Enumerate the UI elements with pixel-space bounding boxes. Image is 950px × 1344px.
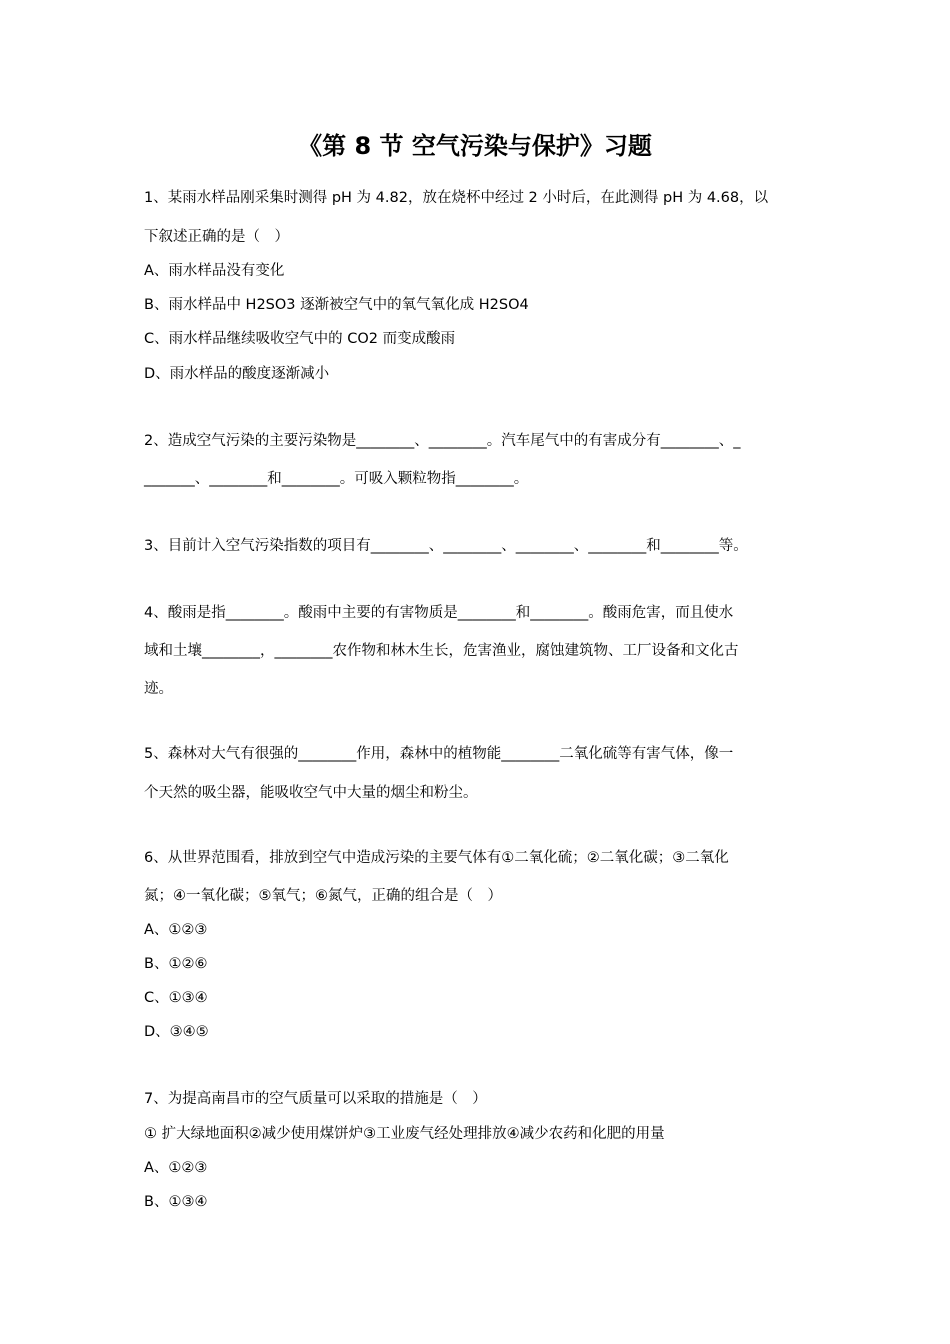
- q4-line2: 域和土壤________，________农作物和林木生长，危害渔业，腐蚀建筑物、工厂设备和文化古: [144, 643, 739, 659]
- q4-line3: 迹。: [144, 681, 173, 697]
- q1-option-b: B、雨水样品中 H2SO3 逐渐被空气中的氧气氧化成 H2SO4: [144, 297, 529, 313]
- q3-line1: 3、目前计入空气污染指数的项目有________、________、________、________和________等。: [144, 538, 748, 554]
- q1-option-d: D、雨水样品的酸度逐渐减小: [144, 366, 330, 382]
- q6-option-c: C、①③④: [144, 990, 208, 1006]
- q1-option-c: C、雨水样品继续吸收空气中的 CO2 而变成酸雨: [144, 331, 456, 347]
- q6-option-d: D、③④⑤: [144, 1024, 209, 1040]
- q6-option-b: B、①②⑥: [144, 956, 208, 972]
- document-title: 《第 8 节 空气污染与保护》习题: [298, 132, 652, 160]
- q5-line2: 个天然的吸尘器，能吸收空气中大量的烟尘和粉尘。: [144, 785, 478, 801]
- q7-measures: ① 扩大绿地面积②减少使用煤饼炉③工业废气经处理排放④减少农药和化肥的用量: [144, 1126, 665, 1142]
- q7-stem: 7、为提高南昌市的空气质量可以采取的措施是（ ）: [144, 1091, 487, 1107]
- q1-option-a: A、雨水样品没有变化: [144, 263, 285, 279]
- q6-stem-line1: 6、从世界范围看，排放到空气中造成污染的主要气体有①二氧化硫；②二氧化碳；③二氧化: [144, 850, 729, 866]
- q2-line2: _______、________和________。可吸入颗粒物指________。: [144, 471, 529, 487]
- q1-stem-line2: 下叙述正确的是（ ）: [144, 229, 289, 245]
- q1-stem-line1: 1、某雨水样品刚采集时测得 pH 为 4.82，放在烧杯中经过 2 小时后，在此测得 pH 为 4.68，以: [144, 190, 769, 206]
- q7-option-b: B、①③④: [144, 1194, 208, 1210]
- q7-option-a: A、①②③: [144, 1160, 208, 1176]
- q4-line1: 4、酸雨是指________。酸雨中主要的有害物质是________和________。酸雨危害，而且使水: [144, 605, 734, 621]
- q2-line1: 2、造成空气污染的主要污染物是________、________。汽车尾气中的有害成分有________、_: [144, 433, 741, 449]
- q5-line1: 5、森林对大气有很强的________作用，森林中的植物能________二氧化硫等有害气体，像一: [144, 746, 734, 762]
- q6-option-a: A、①②③: [144, 922, 208, 938]
- q6-stem-line2: 氮；④一氧化碳；⑤氧气；⑥氮气，正确的组合是（ ）: [144, 888, 502, 904]
